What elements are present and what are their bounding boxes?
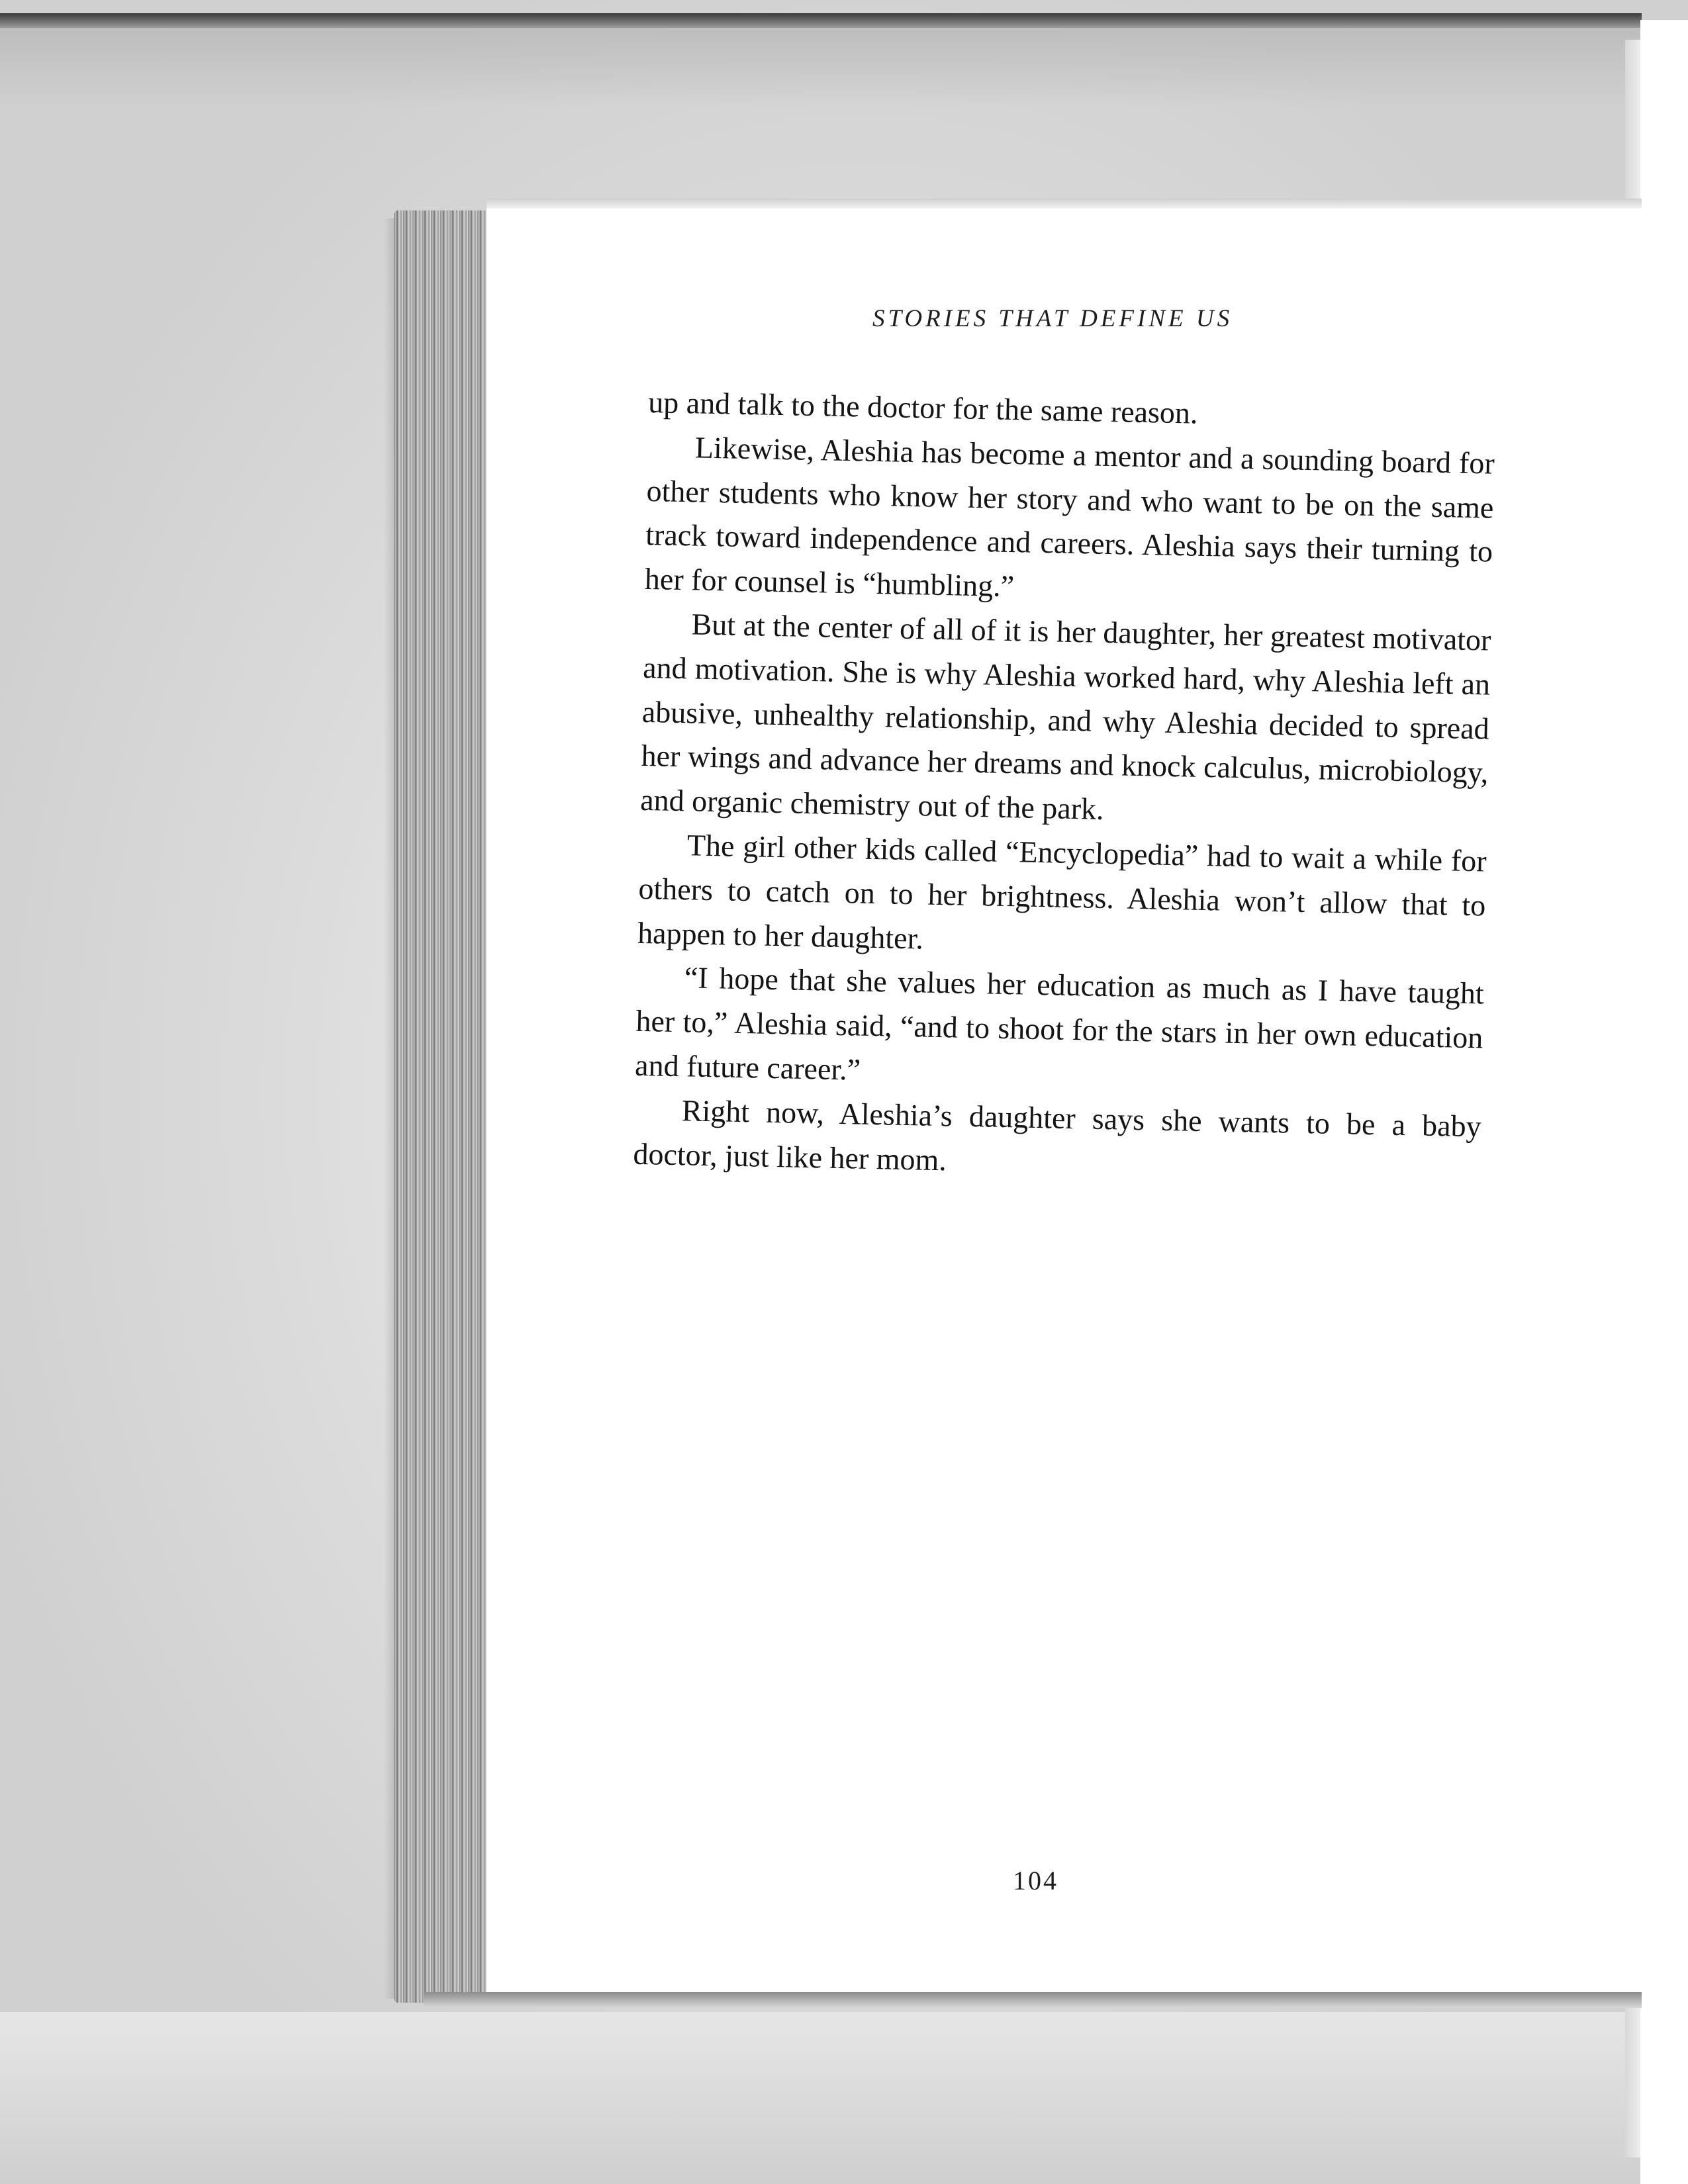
- body-text: [633, 381, 1496, 1193]
- scan-right-margin: [1640, 20, 1688, 2184]
- paragraph: up and talk to the doctor for the same reason.: [647, 385, 1198, 430]
- scan-top-edge: [0, 13, 1642, 28]
- scan-top-shadow: [0, 28, 1642, 107]
- page-top-shadow: [487, 199, 1642, 209]
- running-head: STORIES THAT DEFINE US: [872, 305, 1233, 332]
- book-page-edges: [394, 210, 493, 2003]
- paragraph: “I hope that she values her education as much as I have taught her to,” Aleshia said, “and to shoot for the stars in her own education and future career.”: [634, 960, 1485, 1087]
- paragraph: The girl other kids called “Encyclopedia” had to wait a while for others to catch on to her brightness. Aleshia won’t allow that to happen to her daughter.: [637, 828, 1487, 956]
- scan-bottom-area: [0, 2012, 1642, 2184]
- page-number: 104: [1013, 1866, 1058, 1895]
- paragraph: Likewise, Aleshia has become a mentor and a sounding board for other students who know her story and who want to be on the same track toward independence and careers. Aleshia says their turning to her for counsel is “humbling.”: [644, 430, 1495, 604]
- paragraph: Right now, Aleshia’s daughter says she wants to be a baby doctor, just like her mom.: [633, 1093, 1482, 1177]
- page-bottom-shadow: [424, 1992, 1642, 2008]
- paragraph: But at the center of all of it is her daughter, her greatest motivator and motivation. She is why Aleshia worked hard, why Aleshia left an abusive, unhealthy relationship, and why Aleshia decided to spread her wings and advance her dreams and knock calculus, microbiology, and organic chemistry out of the park.: [639, 607, 1491, 827]
